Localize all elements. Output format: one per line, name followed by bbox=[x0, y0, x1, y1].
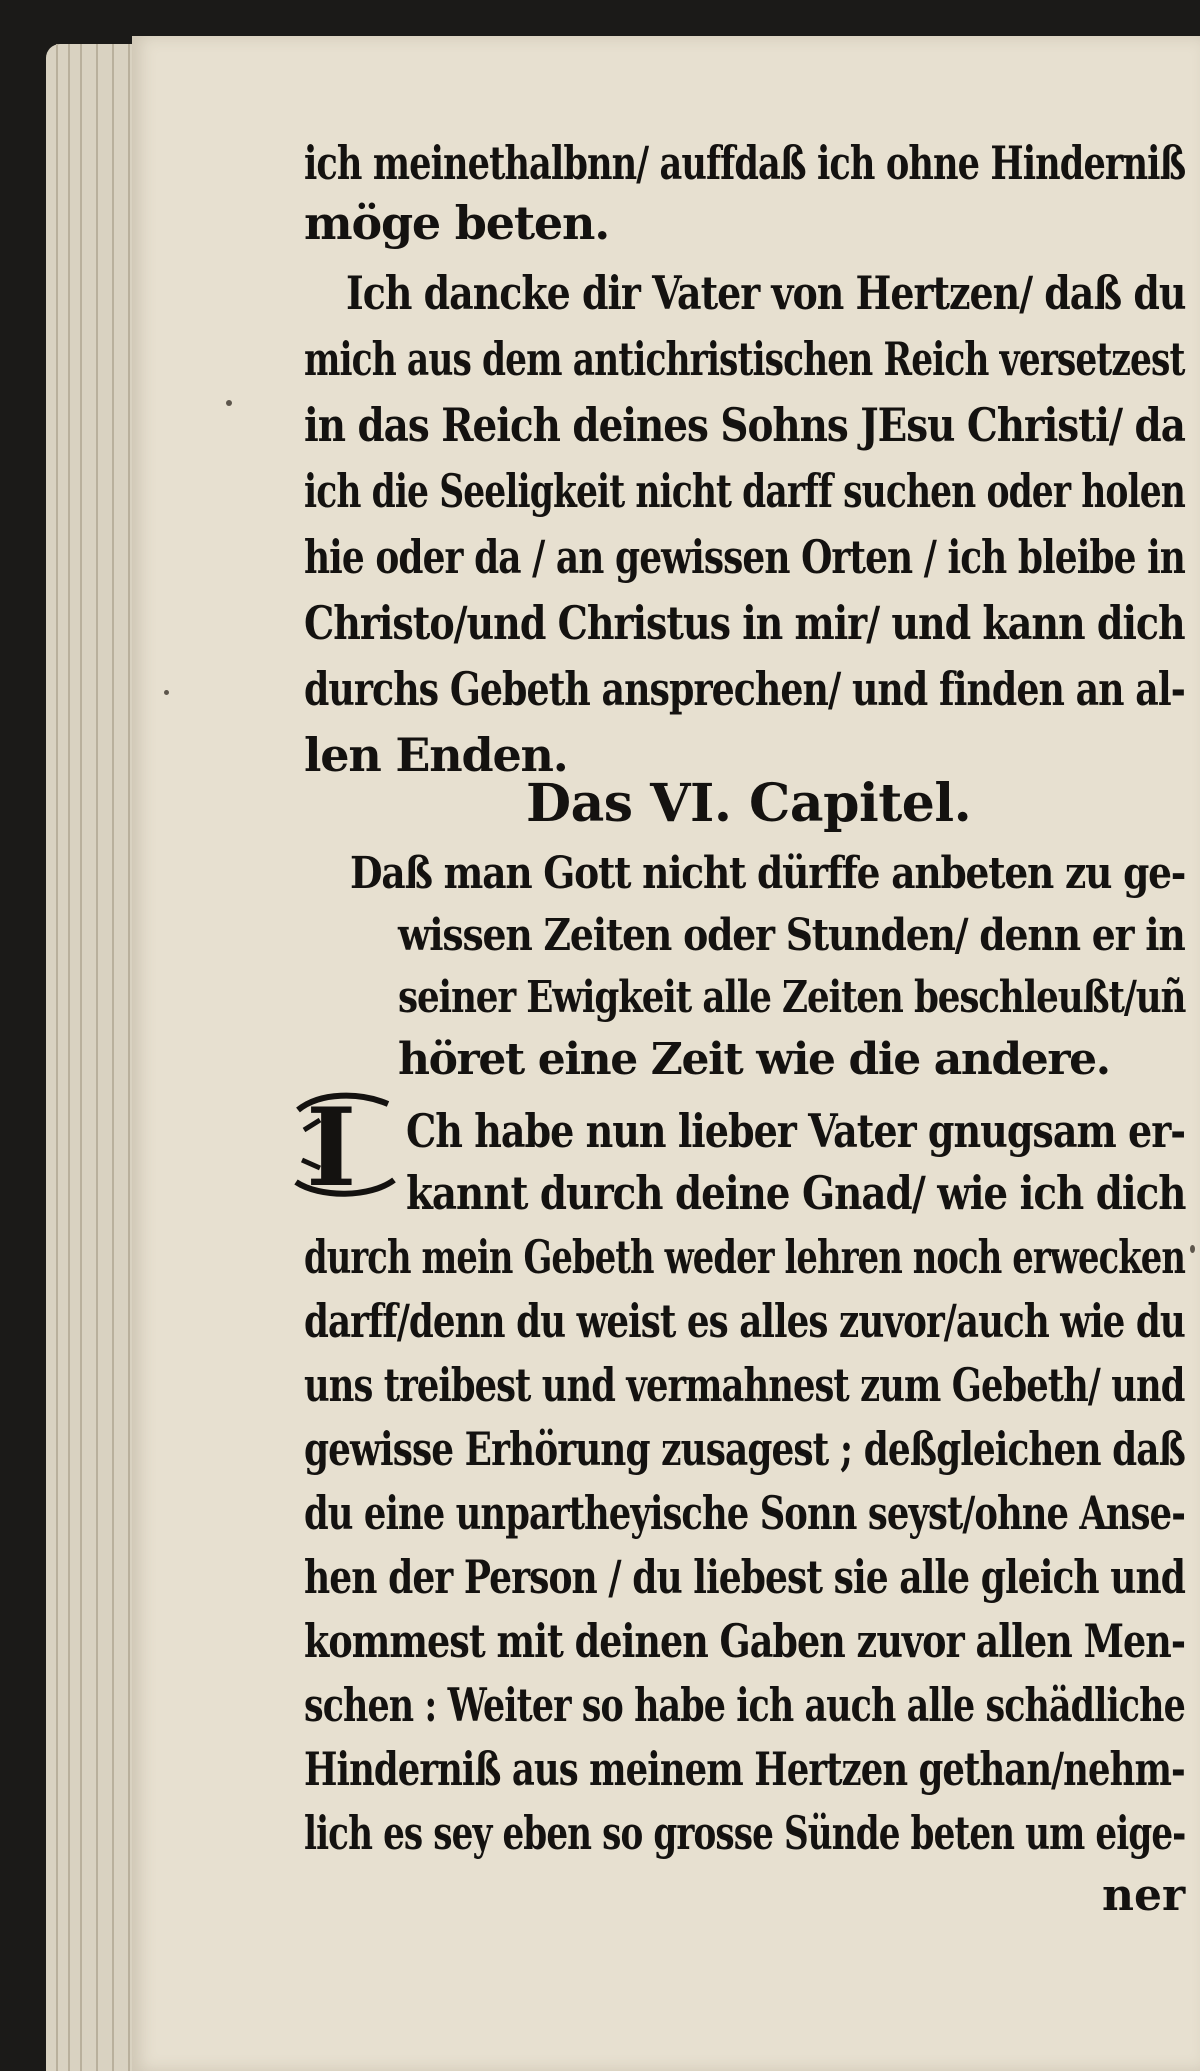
text-line: Ch habe nun lieber Vater gnugsam er- bbox=[406, 1104, 1186, 1158]
text-line: darff/denn du weist es alles zuvor/auch wie du bbox=[304, 1294, 1185, 1348]
text-line: kommest mit deinen Gaben zuvor allen Men- bbox=[304, 1614, 1186, 1668]
chapter-summary-line: höret eine Zeit wie die andere. bbox=[398, 1034, 1110, 1085]
paper-speck bbox=[1190, 1245, 1195, 1253]
paper-speck bbox=[226, 400, 232, 406]
drop-cap bbox=[290, 1085, 400, 1211]
text-line: Ich dancke dir Vater von Hertzen/ daß du bbox=[346, 266, 1186, 320]
page-edge bbox=[80, 44, 82, 2071]
text-line: schen : Weiter so habe ich auch alle schädliche bbox=[304, 1678, 1185, 1732]
catchword: ner bbox=[1102, 1870, 1186, 1921]
text-line: hen der Person / du liebest sie alle gleich und bbox=[304, 1550, 1186, 1604]
text-line: len Enden. bbox=[304, 728, 568, 782]
text-line: du eine unpartheyische Sonn seyst/ohne Anse- bbox=[304, 1486, 1185, 1540]
chapter-title: Das VI. Capitel. bbox=[526, 773, 972, 834]
text-line: Hinderniß aus meinem Hertzen gethan/nehm- bbox=[304, 1742, 1185, 1796]
text-line: in das Reich deines Sohns JEsu Christi/ da bbox=[304, 398, 1185, 452]
drop-cap-letter: I bbox=[306, 1085, 357, 1211]
text-line: ich die Seeligkeit nicht darff suchen oder holen bbox=[304, 464, 1185, 518]
chapter-summary-line: wissen Zeiten oder Stunden/ denn er in bbox=[398, 910, 1185, 961]
text-line: durchs Gebeth ansprechen/ und finden an al- bbox=[304, 662, 1185, 716]
text-line: Christo/und Christus in mir/ und kann dich bbox=[304, 596, 1185, 650]
text-line: ich meinethalbnn/ auffdaß ich ohne Hinderniß bbox=[304, 136, 1186, 190]
text-line: uns treibest und vermahnest zum Gebeth/ und bbox=[304, 1358, 1185, 1412]
text-line: möge beten. bbox=[304, 196, 610, 250]
page-edge bbox=[68, 44, 70, 2071]
text-line: kannt durch deine Gnad/ wie ich dich bbox=[406, 1166, 1186, 1220]
page-edge bbox=[112, 44, 114, 2071]
page-edge bbox=[128, 44, 130, 2071]
chapter-summary-line: seiner Ewigkeit alle Zeiten beschleußt/uñ bbox=[398, 972, 1186, 1023]
text-line: durch mein Gebeth weder lehren noch erwecken bbox=[304, 1230, 1186, 1284]
text-line: mich aus dem antichristischen Reich versetzest bbox=[304, 332, 1185, 386]
text-line: lich es sey eben so grosse Sünde beten um eige- bbox=[304, 1806, 1186, 1860]
text-line: hie oder da / an gewissen Orten / ich bleibe in bbox=[304, 530, 1186, 584]
text-line: gewisse Erhörung zusagest ; deßgleichen daß bbox=[304, 1422, 1185, 1476]
chapter-summary-line: Daß man Gott nicht dürffe anbeten zu ge- bbox=[350, 848, 1186, 899]
page-edge bbox=[56, 44, 58, 2071]
paper-speck bbox=[164, 690, 169, 695]
page-edge bbox=[96, 44, 98, 2071]
